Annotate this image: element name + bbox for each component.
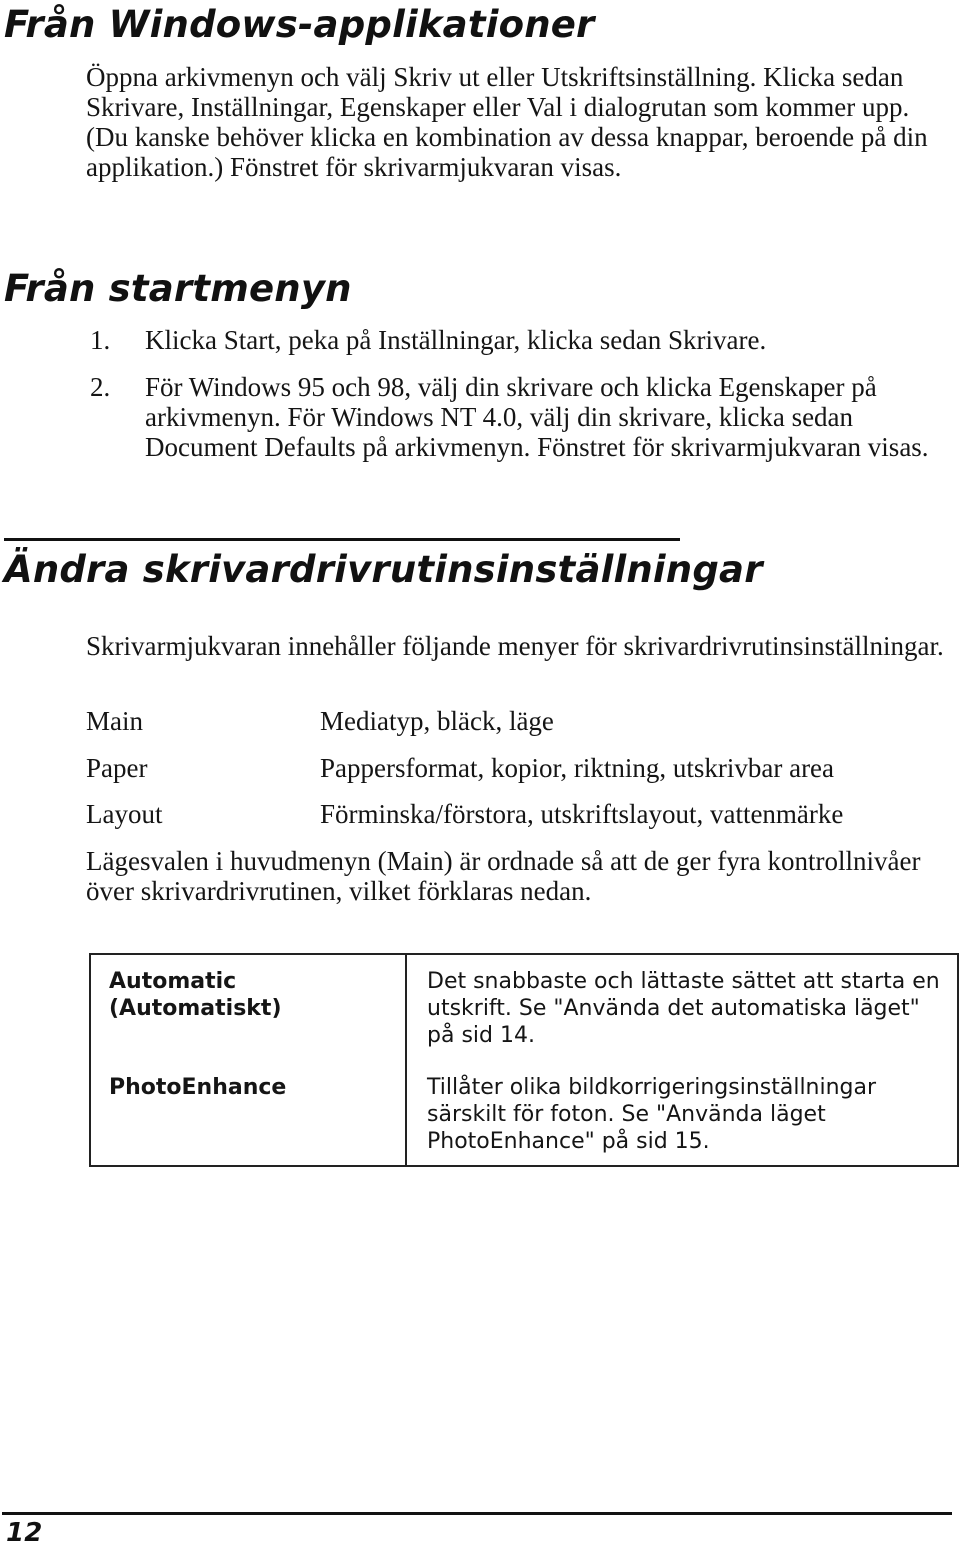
paragraph-windows-applications: Öppna arkivmenyn och välj Skriv ut eller Utskriftsinställning. Klicka sedan Skrivare, Inställningar, Egenskaper eller Val i dialogrutan som kommer upp. (Du kanske behöver klicka en kombination av dessa knappar, beroende på din applikation.) Fönstret för skrivarmjukvaran visas. [86,62,928,182]
page-number: 12 [6,1518,43,1548]
modes-table [89,953,959,1167]
paragraph-driver-settings-intro: Skrivarmjukvaran innehåller följande menyer för skrivardrivrutinsinställningar. [86,631,944,661]
mode-name: PhotoEnhance [109,1075,287,1100]
step-text: Klicka Start, peka på Inställningar, klicka sedan Skrivare. [145,325,767,355]
menu-description: Förminska/förstora, utskriftslayout, vattenmärke [320,799,844,829]
mode-description: Tillåter olika bildkorrigeringsinställningar särskilt för foton. Se "Använda läget PhotoEnhance" på sid 15. [427,1075,877,1154]
menu-row-paper [86,753,946,785]
mode-name: Automatic (Automatiskt) [109,969,282,1021]
table-row-photoenhance [91,1074,957,1164]
paragraph-mode-levels: Lägesvalen i huvudmenyn (Main) är ordnade så att de ger fyra kontrollnivåer över skrivardrivrutinen, vilket förklaras nedan. [86,846,921,906]
step-number: 2. [90,372,111,402]
list-item [90,325,960,357]
section-heading-windows-applications: Från Windows-applikationer [4,3,595,46]
menu-description: Mediatyp, bläck, läge [320,706,554,736]
table-row-automatic [91,968,957,1058]
menu-name: Layout [86,799,163,829]
menu-description: Pappersformat, kopior, riktning, utskrivbar area [320,753,835,783]
mode-description: Det snabbaste och lättaste sättet att starta en utskrift. Se "Använda det automatiska läget" på sid 14. [427,969,940,1048]
step-text: För Windows 95 och 98, välj din skrivare och klicka Egenskaper på arkivmenyn. För Windows NT 4.0, välj din skrivare, klicka sedan Document Defaults på arkivmenyn. Fönstret för skrivarmjukvaran visas. [145,372,929,462]
list-item [90,372,960,496]
menu-name: Main [86,706,143,736]
step-number: 1. [90,325,111,355]
footer-divider [2,1512,952,1515]
menu-name: Paper [86,753,148,783]
section-divider [4,538,680,541]
menu-row-layout [86,799,946,831]
section-heading-start-menu: Från startmenyn [4,267,352,310]
menu-row-main [86,706,946,738]
section-heading-driver-settings: Ändra skrivardrivrutinsinställningar [4,548,763,591]
